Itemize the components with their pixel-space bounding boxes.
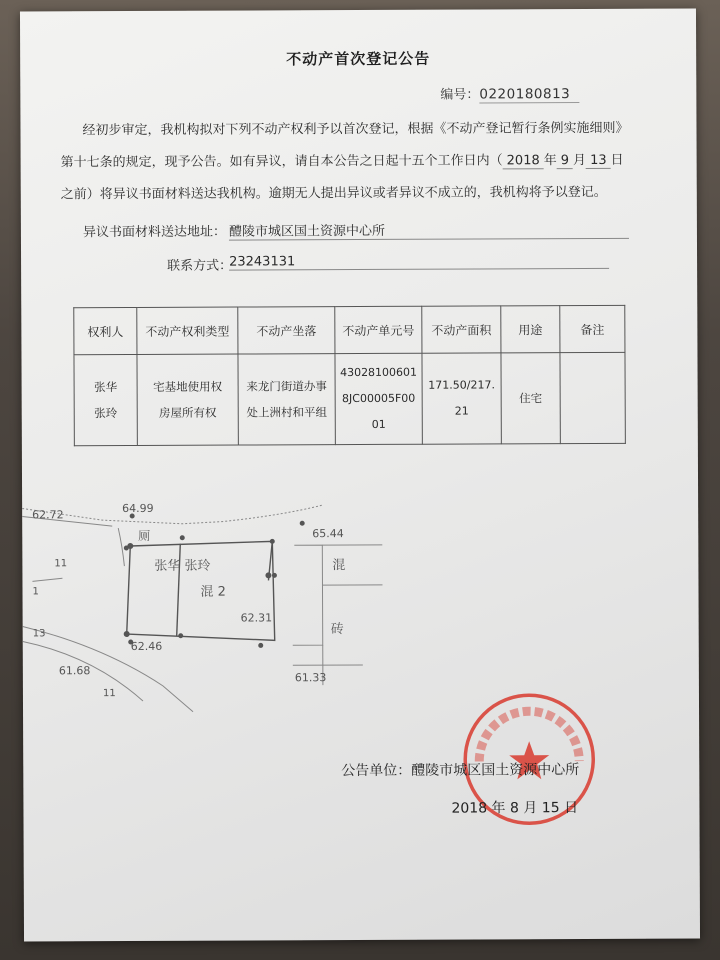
col-header-holder: 权利人 [74, 307, 137, 354]
map-elev-7: 61.33 [294, 671, 327, 685]
location-1: 来龙门街道办事 [246, 379, 327, 394]
table-header-row [74, 305, 625, 354]
publisher-line [341, 759, 579, 780]
holder-2: 张玲 [94, 406, 118, 421]
map-num-1: 1 [32, 586, 39, 598]
map-elev-3: 65.44 [312, 527, 344, 541]
cell-holder [74, 354, 137, 445]
publish-date: 2018 年 8 月 15 日 [451, 800, 579, 817]
type-1: 宅基地使用权 [153, 379, 223, 394]
col-header-area: 不动产面积 [422, 306, 501, 353]
cell-unit-number [335, 353, 422, 444]
publisher-label: 公告单位： [341, 762, 412, 780]
deadline-year: 2018 [503, 153, 544, 169]
notice-title: 不动产首次登记公告 [286, 49, 431, 69]
cell-area [422, 353, 501, 444]
table-row [74, 352, 625, 445]
location-2: 处上洲村和平组 [246, 405, 328, 420]
para-line2-text: 第十七条的规定，现予公告。如有异议，请自本公告之日起十五个工作日内（ [60, 153, 503, 171]
notice-paragraph-line2 [61, 145, 681, 180]
cell-use: 住宅 [501, 353, 560, 444]
map-elev-4: 62.31 [240, 611, 273, 625]
parcel-map [22, 485, 403, 717]
map-mix-right-label: 混 [332, 558, 346, 574]
col-header-type: 不动产权利类型 [137, 307, 238, 354]
col-header-use: 用途 [501, 306, 560, 353]
holder-1: 张华 [94, 380, 118, 395]
day-char: 日 [610, 152, 624, 168]
map-num-11b: 11 [102, 688, 116, 700]
contact-label: 联系方式： [167, 258, 233, 274]
cell-type [137, 354, 238, 445]
map-elev-5: 62.46 [130, 639, 163, 654]
map-num-11a: 11 [54, 558, 68, 570]
map-mix-label: 混 2 [200, 584, 226, 600]
month-char: 月 [573, 153, 587, 169]
unit-2: 8JC00005F00 [342, 391, 416, 406]
col-header-location: 不动产坐落 [238, 307, 335, 354]
col-header-unit: 不动产单元号 [335, 306, 422, 353]
cell-remark [560, 352, 625, 443]
map-elev-1: 62.72 [32, 508, 64, 522]
notice-paragraph-line3: 之前）将异议书面材料送达我机构。逾期无人提出异议或者异议不成立的，我机构将予以登记。 [60, 184, 607, 203]
area-1: 171.50/217. [428, 378, 495, 392]
deadline-month: 9 [557, 153, 573, 169]
col-header-remark: 备注 [560, 305, 625, 352]
map-elev-6: 61.68 [58, 664, 91, 678]
deadline-day: 13 [586, 153, 611, 169]
map-brick-label: 砖 [330, 622, 344, 638]
registration-table [73, 305, 626, 446]
address-value: 醴陵市城区国土资源中心所 [229, 219, 629, 241]
year-char: 年 [543, 153, 557, 169]
notice-number-row [440, 83, 579, 104]
map-corner-label: 厕 [138, 528, 151, 543]
map-owner-label: 张华 张玲 [154, 558, 211, 574]
unit-1: 43028100601 [340, 365, 418, 380]
number-label: 编号： [440, 87, 480, 103]
publisher-name: 醴陵市城区国土资源中心所 [411, 762, 580, 779]
area-2: 21 [454, 404, 469, 418]
address-label: 异议书面材料送达地址： [82, 224, 226, 241]
map-num-13: 13 [32, 628, 46, 640]
notice-number: 0220180813 [479, 86, 579, 103]
type-2: 房屋所有权 [158, 405, 217, 420]
unit-3: 01 [371, 417, 386, 431]
map-elev-2: 64.99 [122, 501, 154, 516]
notice-paragraph-line1: 经初步审定，我机构拟对下列不动产权利予以首次登记，根据《不动产登记暂行条例实施细则》 [82, 120, 629, 139]
parcel-vertices [123, 513, 305, 649]
notice-paper [20, 9, 700, 942]
contact-value: 23243131 [229, 253, 609, 271]
cell-location [238, 354, 335, 445]
